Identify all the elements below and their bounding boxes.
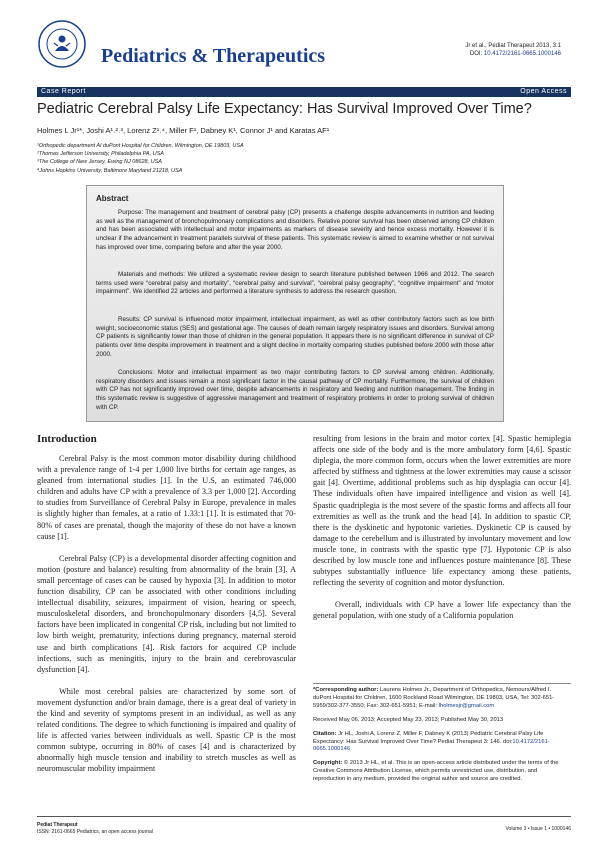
abstract-results: Results: CP survival is influenced motor impairment, intellectual impairment, as well as other contributory factors such as low birth weight, socioeconomic status (SES) and gestational age. The causes of death remain largely respiratory issues and disorders. Survival among CP patients is significantly lower than those of children in the general population. It appears there is no significant difference in survival of CP patients over time despite improvement in treatment and a slight decline in mortality comparing studies published before 2000 with those after 2000.	[96, 316, 494, 358]
citation-label: Citation:	[313, 730, 337, 737]
footer-volume: Volume 3 • Issue 1 • 1000146	[505, 826, 571, 832]
affiliation-item: ²Thomas Jefferson University, Philadelphia PA, USA	[37, 151, 164, 158]
abstract-box	[86, 185, 504, 422]
article-notes	[313, 687, 571, 790]
doi-link[interactable]: 10.4172/2161-0665.1000146	[483, 51, 561, 57]
citation-line: Jr et al., Pediat Therapeut 2013, 3:1	[465, 43, 561, 49]
affiliations	[37, 142, 244, 175]
body-paragraph: Cerebral Palsy is the most common motor disability during childhood with a prevalence range of 1-4 per 1,000 live births for certain age ranges, as gleaned from international studies [1]. In the U.S, an estimated 746,000 children and adults have CP with a prevalence of 3.3 per 1,000 [2]. According to studies from Surveillance of Cerebral Palsy in Europe, prevalence in males is slightly higher than females, at a ratio of 1.33:1 [1]. It is estimated that 70-80% of cases are prenatal, though the majority of these do not have a known cause [1].	[37, 454, 296, 541]
abstract-purpose: Purpose: The management and treatment of cerebral palsy (CP) presents a challenge despite advancements in nutrition and feeding as well as the management of bronchopulmonary complications and disorders. Relative poorer survival has been observed among CP children and has been associated with intellectual and motor impairments as markers of disease severity and hence excess mortality. However it is unclear if the advancement in treatment parallels survival of these patients. This systematic review is aimed to examine whether or not survival has improved over time, comparing before and after the year 2000.	[96, 209, 494, 251]
body-paragraph: While most cerebral palsies are characterized by some sort of movement dysfunction and/or brain damage, there is a great deal of variety in the kind and severity of symptoms present in an individual, as well as any related conditions. The degree to which functioning is impaired and quality of life is affected varies between individuals as well. Spastic CP is the most common subtype, occurring in 80% of cases [4] and is characterized by abnormally high muscle tension and inability to stretch muscles as well as neuromuscular mobility impairment	[37, 686, 296, 774]
citation-doi-link[interactable]: 10.4172/2161-0665.1000146	[313, 738, 550, 753]
section-heading-introduction: Introduction	[37, 433, 97, 445]
citation-note	[313, 731, 571, 755]
footer-journal: Pediat Therapeut	[37, 822, 78, 828]
affiliation-item: ³The College of New Jersey, Ewing NJ 08628, USA	[37, 159, 162, 166]
body-column-left	[37, 453, 296, 786]
corresponding-label: *Corresponding author:	[313, 687, 379, 693]
author-email-link[interactable]: lholmesjr@gmail.com	[438, 702, 495, 709]
citation-header	[465, 42, 561, 58]
citation-text: Jr HL, Joshi A, Lorenz Z, Miller F, Dabney K (2013) Pediatric Cerebral Palsy Life Expectancy: Has Survival Improved Over Time? Pediat Therapeut 3: 146. doi:	[313, 730, 544, 745]
journal-logo	[37, 19, 87, 69]
body-paragraph: resulting from lesions in the brain and motor cortex [4]. Spastic hemiplegia affects one side of the body and is the more ambulatory form [4,6]. Spastic diplegia, the more common form, occurs when the lower extremities are more affected by stiffness and tightness at the lower extremities may cause a scissor gait [4]. Overtime, additional problems such as hip dysplagia can occur [4]. These individuals often have impaired intelligence and vision as well [4]. Spastic quadriplegia is the most severe of the spastic forms and affects all four extremities as well as the trunk and the head [4]. In addition to spastic CP, there is the dyskinetic and hypotonic varieties. Dyskinetic CP is caused by damage to the cerebellum and is illustrated by involuntary movement and low muscle tone, in contrasts with the spastic type [7]. Hypotonic CP is also described by low muscle tone and influences posture maintenance [8]. These subtypes substantially influence life expectancy among these patients, reflecting the severity of cognition and motor dysfunction.	[313, 434, 571, 588]
article-dates: Received May 06, 2013; Accepted May 23, 2013; Published May 30, 2013	[313, 716, 504, 723]
affiliation-item: ⁴Johns Hopkins University, Baltimore Maryland 21218, USA	[37, 167, 183, 174]
body-paragraph: Overall, individuals with CP have a lower life expectancy than the general population, with one study of a California population	[313, 600, 571, 621]
article-type: Case Report	[41, 88, 86, 95]
footer-left	[37, 822, 153, 836]
footer-issn: ISSN: 2161-0665 Pediatrics, an open access journal	[37, 829, 153, 835]
affiliation-item: ¹Orthopedic department Al duPont Hospital for Children, Wilmington, DE 19803, USA	[37, 143, 244, 149]
author-list: Holmes L Jr¹*, Joshi A¹˒²˒³, Lorenz Z¹˒⁴, Miller F¹, Dabney K¹, Connor J¹ and Karatas AF¹	[37, 126, 330, 135]
article-title: Pediatric Cerebral Palsy Life Expectancy: Has Survival Improved Over Time?	[37, 101, 532, 117]
footer-rule	[37, 816, 571, 817]
doi-label: DOI:	[469, 51, 484, 57]
copyright-note	[313, 760, 571, 784]
doi-line[interactable]	[465, 50, 561, 58]
body-column-right	[313, 433, 571, 633]
corresponding-author	[313, 687, 571, 711]
copyright-text: © 2013 Jr HL, et al. This is an open-access article distributed under the terms of the Creative Commons Attribution License, which permits unrestricted use, distribution, and reproduction in any medium, provided the original author and source are credited.	[313, 760, 559, 783]
body-paragraph: Cerebral Palsy (CP) is a developmental disorder affecting cognition and motion (posture and balance) resulting from abnormality of the brain [3]. A small percentage of cases can be caused by hypoxia [3]. In addition to motor function disability, CP can be associated with other conditions including intellectual disability, seizures, impairment of vision, hearing or speech, musculoskeletal disorders, and bronchopulmonary disorders [4,5]. Several factors have been implicated in congenital CP risk, including but not limited to low birth weight, prematurity, infections during pregnancy, maternal steroid use and birth complications [4]. Risk factors for acquired CP include infections, such as meningitis, injury to the brain and cerebrovascular dysfunction [4].	[37, 553, 296, 674]
copyright-label: Copyright:	[313, 760, 343, 767]
access-label: Open Access	[520, 88, 567, 95]
notes-divider	[313, 683, 571, 684]
journal-name: Pediatrics & Therapeutics	[101, 45, 326, 67]
abstract-methods: Materials and methods: We utilized a systematic review design to search literature published between 1966 and 2012. The search terms used were “cerebral palsy and mortality”, “cerebral palsy and survival”, “cerebral palsy geography”, “cognitive impairment” and “motor impairment”. We identified 22 articles and performed a literature synthesis to address the research question.	[96, 271, 494, 296]
abstract-heading: Abstract	[96, 194, 129, 203]
abstract-conclusions: Conclusions: Motor and intellectual impairment as two major contributing factors to CP survival among children. Additionally, respiratory disorders and issues remain a most significant factor in the causal pathway of CP mortality. Furthermore, the survival of children with CP has not significantly improved over time, despite advancements in respiratory and feeding and nutrition management. The finding in this systematic review is suggestive of aggressive management and treatment of respiratory problems in order to prolong survival of children with CP.	[96, 369, 494, 411]
corresponding-text: Laurens Holmes Jr., Department of Orthopedics, Nemours/Alfred I. duPont Hospital for Children, 1600 Rockland Road Wilmington, DE 19803, USA, Tel: 302-651-5959/302-377-3550; Fax: 302-651-5951; E-mail:	[313, 687, 555, 709]
article-type-bar	[37, 87, 571, 97]
